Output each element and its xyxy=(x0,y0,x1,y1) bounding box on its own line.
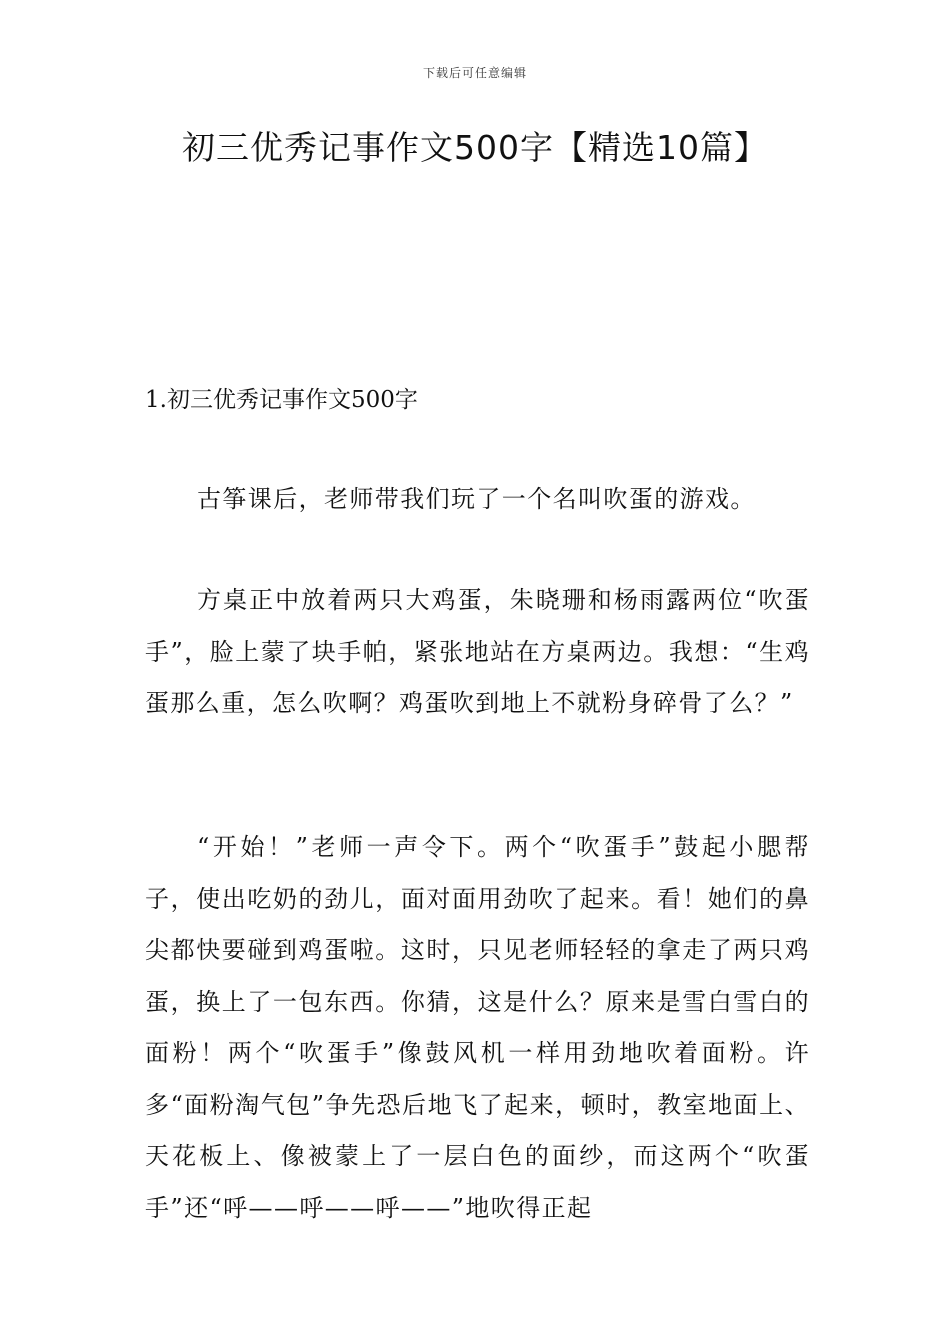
header-note: 下载后可任意编辑 xyxy=(422,66,527,80)
paragraph-3: “开始！”老师一声令下。两个“吹蛋手”鼓起小腮帮子，使出吃奶的劲儿，面对面用劲吹了起来。看！她们的鼻尖都快要碰到鸡蛋啦。这时，只见老师轻轻的拿走了两只鸡蛋，换上了一包东西。你猜，这是什么？原来是雪白雪白的面粉！两个“吹蛋手”像鼓风机一样用劲地吹着面粉。许多“面粉淘气包”争先恐后地飞了起来，顿时，教室地面上、天花板上、像被蒙上了一层白色的面纱，而这两个“吹蛋手”还“呼——呼——呼——”地吹得正起 xyxy=(145,833,810,1222)
paragraph-2: 方桌正中放着两只大鸡蛋，朱晓珊和杨雨露两位“吹蛋手”，脸上蒙了块手帕，紧张地站在方桌两边。我想：“生鸡蛋那么重，怎么吹啊？鸡蛋吹到地上不就粉身碎骨了么？” xyxy=(145,586,810,717)
document-title: 初三优秀记事作文500字【精选10篇】 xyxy=(182,128,768,167)
section-heading: 1.初三优秀记事作文500字 xyxy=(145,387,418,413)
paragraph-1: 古筝课后，老师带我们玩了一个名叫吹蛋的游戏。 xyxy=(197,485,756,513)
